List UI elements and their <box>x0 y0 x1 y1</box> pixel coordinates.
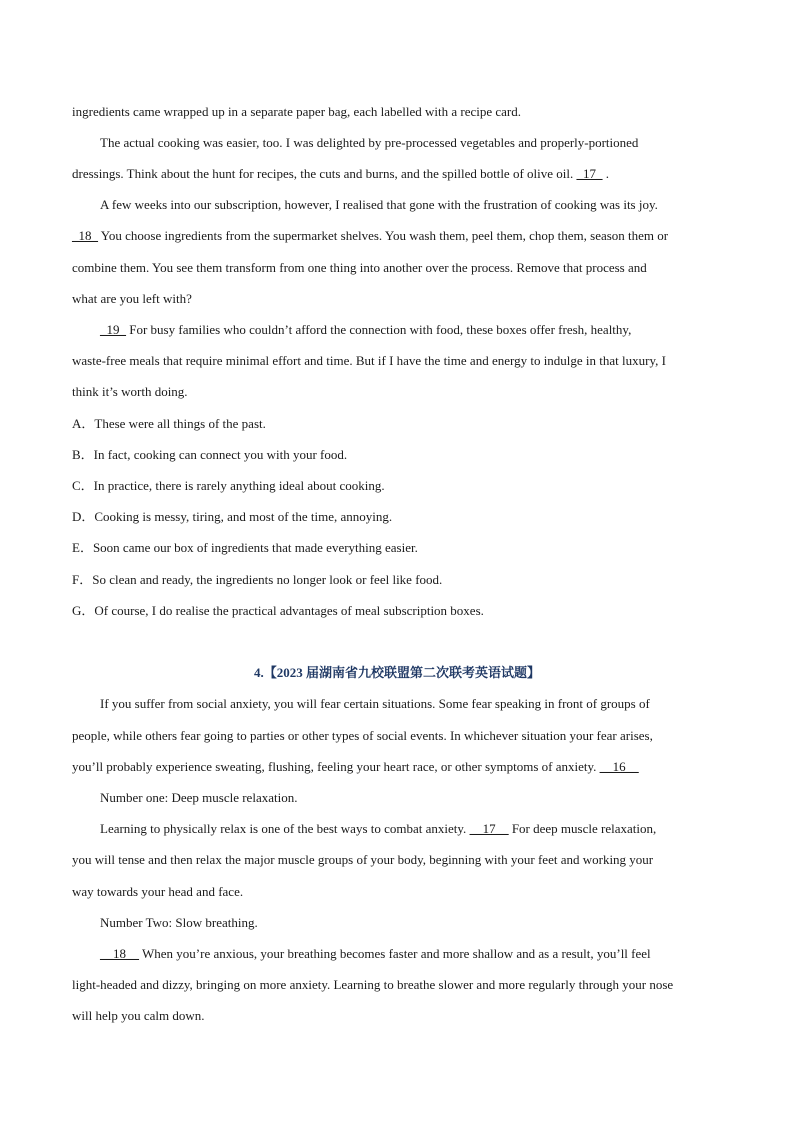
passage-line <box>100 322 631 338</box>
passage-text: When you’re anxious, your breathing becomes faster and more shallow and as a result, you’ll feel <box>142 946 651 961</box>
passage-line <box>100 946 651 962</box>
option-f <box>72 572 442 588</box>
blank-18: _18_ <box>72 228 98 243</box>
blank-19: _19_ <box>100 322 126 337</box>
option-text: These were all things of the past. <box>94 416 266 431</box>
subheading-number-one: Number one: Deep muscle relaxation. <box>100 790 298 805</box>
option-c <box>72 478 385 494</box>
passage-line: you will tense and then relax the major muscle groups of your body, beginning with your feet and working your <box>72 852 654 867</box>
blank-16: __16__ <box>599 759 639 774</box>
option-letter: A． <box>72 416 95 431</box>
blank-17: __17__ <box>469 821 509 836</box>
passage-line: will help you calm down. <box>72 1008 205 1023</box>
passage-line <box>72 228 668 244</box>
passage-text: you’ll probably experience sweating, flushing, feeling your heart race, or other symptoms of anxiety. <box>72 759 597 774</box>
option-text: So clean and ready, the ingredients no longer look or feel like food. <box>92 572 443 587</box>
passage-line: what are you left with? <box>72 291 192 306</box>
option-text: Soon came our box of ingredients that made everything easier. <box>92 540 418 555</box>
passage-text: Learning to physically relax is one of the best ways to combat anxiety. <box>100 821 467 836</box>
option-text: Cooking is messy, tiring, and most of the time, annoying. <box>94 509 393 524</box>
option-text: Of course, I do realise the practical advantages of meal subscription boxes. <box>94 603 484 618</box>
option-e <box>72 540 418 556</box>
option-letter: C． <box>72 478 94 493</box>
passage-line: combine them. You see them transform from one thing into another over the process. Remove that process and <box>72 260 647 275</box>
passage-line: The actual cooking was easier, too. I was delighted by pre-processed vegetables and properly-portioned <box>100 135 639 150</box>
option-letter: G． <box>72 603 95 618</box>
option-letter: E． <box>72 540 93 555</box>
option-letter: D． <box>72 509 95 524</box>
option-g <box>72 603 484 619</box>
passage-line: think it’s worth doing. <box>72 384 188 399</box>
option-text: In practice, there is rarely anything ideal about cooking. <box>93 478 385 493</box>
blank-17: _17_ <box>576 166 603 181</box>
passage-line <box>72 759 639 775</box>
option-letter: F． <box>72 572 93 587</box>
passage-line <box>100 821 656 837</box>
passage-line: waste-free meals that require minimal effort and time. But if I have the time and energy to indulge in that luxury, I <box>72 353 666 368</box>
option-d <box>72 509 392 525</box>
option-letter: B． <box>72 447 94 462</box>
passage-text: . <box>605 166 609 181</box>
passage-line <box>72 166 609 182</box>
option-text: In fact, cooking can connect you with your food. <box>93 447 348 462</box>
passage-line: A few weeks into our subscription, however, I realised that gone with the frustration of cooking was its joy. <box>100 197 658 212</box>
section-heading: 4.【2023 届湖南省九校联盟第二次联考英语试题】 <box>253 665 540 680</box>
passage-line: way towards your head and face. <box>72 884 244 899</box>
passage-line: ingredients came wrapped up in a separate paper bag, each labelled with a recipe card. <box>72 104 522 119</box>
passage-text: For busy families who couldn’t afford the connection with food, these boxes offer fresh, healthy, <box>129 322 632 337</box>
passage-text: You choose ingredients from the supermarket shelves. You wash them, peel them, chop them, season them or <box>100 228 669 243</box>
passage-line: If you suffer from social anxiety, you will fear certain situations. Some fear speaking in front of groups of <box>100 696 650 711</box>
option-b <box>72 447 347 463</box>
passage-text: dressings. Think about the hunt for recipes, the cuts and burns, and the spilled bottle of olive oil. <box>72 166 574 181</box>
passage-line: people, while others fear going to parties or other types of social events. In whichever situation your fear arises, <box>72 728 653 743</box>
option-a <box>72 416 266 432</box>
passage-line: light-headed and dizzy, bringing on more anxiety. Learning to breathe slower and more regularly through your nose <box>72 977 674 992</box>
blank-18: __18__ <box>100 946 139 961</box>
passage-text: For deep muscle relaxation, <box>511 821 657 836</box>
subheading-number-two: Number Two: Slow breathing. <box>100 915 258 930</box>
